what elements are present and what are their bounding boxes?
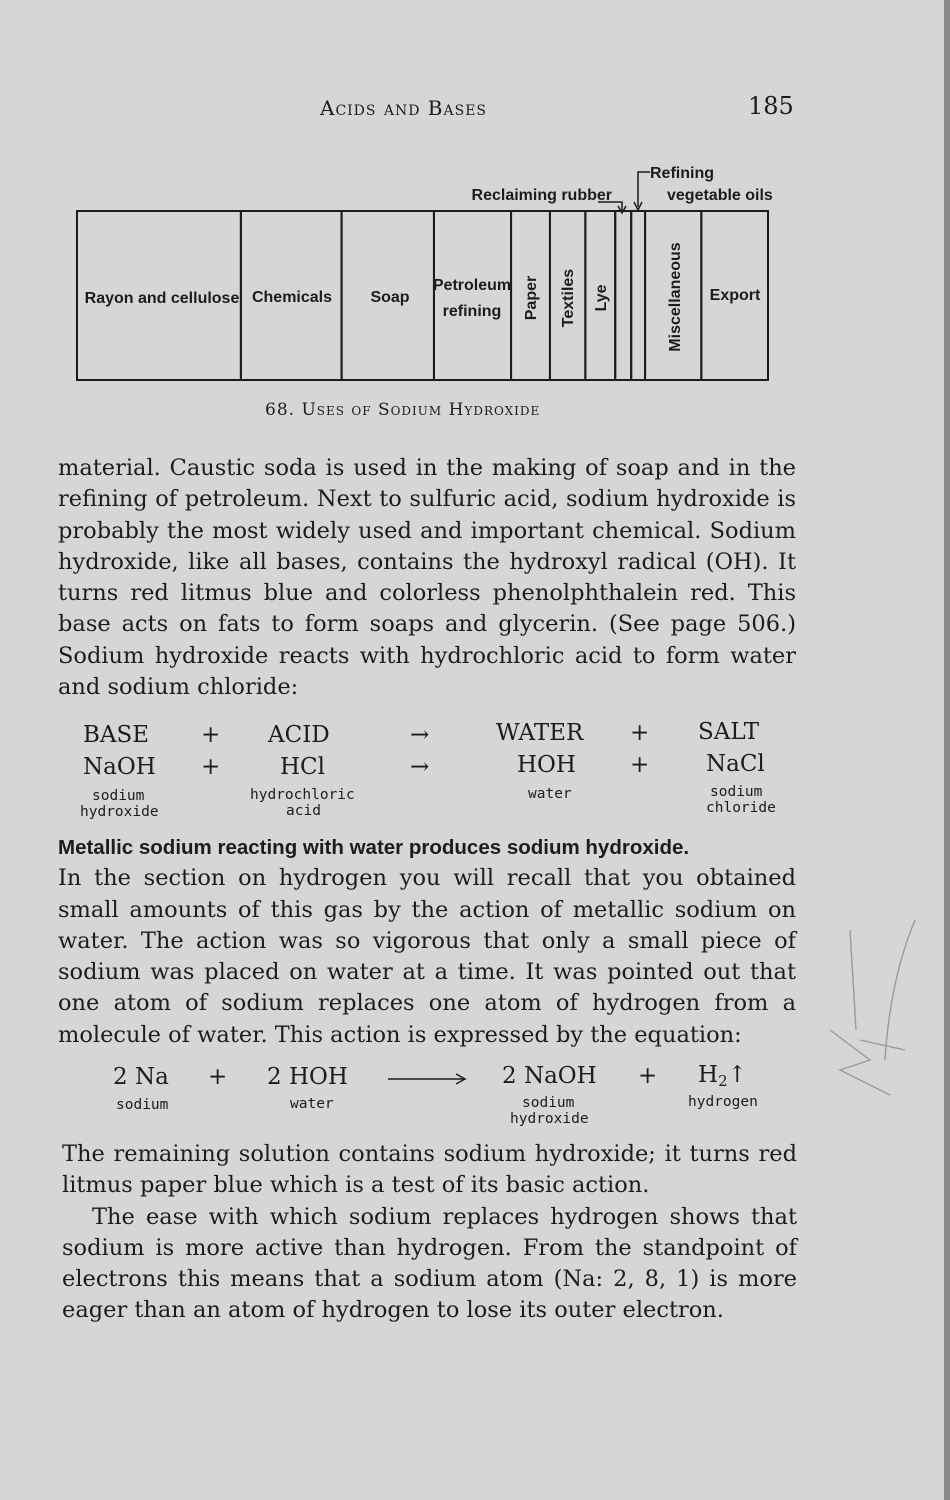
equation-base-acid (0, 719, 950, 822)
eq1-plus-3: + (201, 754, 221, 780)
eq1-label-water: water (528, 786, 572, 802)
eq1-arrow-2: → (410, 754, 430, 780)
eq2-up-arrow: ↑ (727, 1062, 747, 1088)
page-number: 185 (748, 92, 794, 120)
eq1-label-sodium: sodium (92, 788, 145, 804)
eq1-arrow: → (410, 722, 430, 748)
eq2-label-hydrogen: hydrogen (688, 1094, 758, 1110)
equation-sodium-water (0, 1064, 950, 1134)
segment-label-textiles: Textiles (560, 268, 577, 328)
body-paragraph-1 (58, 453, 796, 703)
eq2-h: H (698, 1062, 719, 1088)
eq2-label-hydroxide: hydroxide (510, 1111, 589, 1127)
eq1-hcl: HCl (280, 754, 326, 780)
eq1-label-hydroxide: hydroxide (80, 804, 159, 820)
eq1-naoh: NaOH (83, 754, 156, 780)
callout-label-vegetable-oils: vegetable oils (667, 187, 773, 204)
eq2-plus-1: + (208, 1064, 228, 1090)
eq1-hoh: HOH (517, 752, 576, 778)
callout-label-reclaiming-rubber: Reclaiming rubber (471, 187, 612, 204)
paragraph-text: material. Caustic soda is used in the making of soap and in the refining of petroleum. Next to sulfuric acid, sodium hydroxide is probably the most widely used and important chemical. Sodium hydroxide, like all bases, contains the hydroxyl radical (OH). It turns red litmus blue and colorless phenolphthalein red. This base acts on fats to form soaps and glycerin. (See page 506.) Sodium hydroxide reacts with hydrochloric acid to form water and sodium chloride: (58, 455, 796, 701)
pencil-marks (810, 910, 930, 1110)
eq2-h2 (698, 1062, 747, 1090)
paragraph-text: In the section on hydrogen you will recall that you obtained small amounts of this gas by the action of metallic sodium on water. The action was so vigorous that only a small piece of sodium was placed on water at a time. It was pointed out that one atom of sodium replaces one atom of hydrogen from a molecule of water. This action is expressed by the equation: (58, 865, 796, 1048)
eq1-plus-4: + (630, 752, 650, 778)
segment-petroleum-refining (434, 211, 511, 380)
figure-caption: 68. Uses of Sodium Hydroxide (265, 400, 541, 420)
eq2-plus-2: + (638, 1063, 658, 1089)
eq2-label-sodium-2: sodium (522, 1095, 575, 1111)
eq2-h-subscript: 2 (718, 1072, 728, 1091)
section-heading: Metallic sodium reacting with water produces sodium hydroxide. (58, 836, 690, 859)
eq2-label-water: water (290, 1096, 334, 1112)
eq2-label-sodium: sodium (116, 1097, 169, 1113)
segment-refining-vegetable-oils (631, 211, 645, 380)
segment-reclaiming-rubber (615, 211, 631, 380)
segment-label-lye: Lye (593, 284, 610, 312)
eq2-2naoh: 2 NaOH (502, 1063, 597, 1089)
segment-label-chemicals: Chemicals (251, 289, 333, 306)
eq1-nacl: NaCl (706, 751, 765, 777)
eq2-2na: 2 Na (113, 1064, 169, 1090)
segment-label-export: Export (709, 287, 761, 304)
eq1-label-acid: acid (286, 803, 321, 819)
eq1-label-hydrochloric: hydrochloric (250, 787, 355, 803)
eq2-long-arrow (388, 1072, 468, 1086)
eq1-acid: ACID (268, 722, 330, 748)
segment-label-paper: Paper (523, 275, 540, 321)
segment-label-rayon: Rayon and cellulose (84, 290, 240, 307)
segment-label-soap: Soap (370, 289, 410, 306)
callout-label-refining: Refining (650, 165, 714, 182)
uses-of-sodium-hydroxide-chart (0, 150, 950, 390)
body-paragraph-2 (58, 832, 796, 1051)
segment-label-petroleum-2: refining (442, 303, 502, 320)
eq1-label-sodium-2: sodium (710, 784, 763, 800)
eq1-plus-2: + (630, 720, 650, 746)
body-paragraph-3 (62, 1139, 797, 1327)
paragraph-text: The remaining solution contains sodium hydroxide; it turns red litmus paper blue which is a test of its basic action. (62, 1141, 797, 1199)
eq1-salt: SALT (698, 719, 760, 745)
callout-arrow-refining (638, 172, 650, 207)
eq1-base: BASE (83, 722, 150, 748)
eq1-label-chloride: chloride (706, 800, 776, 816)
eq1-plus-1: + (201, 722, 221, 748)
segment-label-petroleum-1: Petroleum (432, 277, 512, 294)
eq1-water: WATER (496, 720, 584, 746)
paragraph-text-4: The ease with which sodium replaces hydrogen shows that sodium is more active than hydrogen. From the standpoint of electrons this means that a sodium atom (Na: 2, 8, 1) is more eager than an atom of hydrogen to lose its outer electron. (62, 1203, 797, 1324)
running-head: Acids and Bases (320, 96, 488, 120)
segment-label-miscellaneous: Miscellaneous (667, 242, 684, 352)
eq2-2hoh: 2 HOH (267, 1064, 348, 1090)
